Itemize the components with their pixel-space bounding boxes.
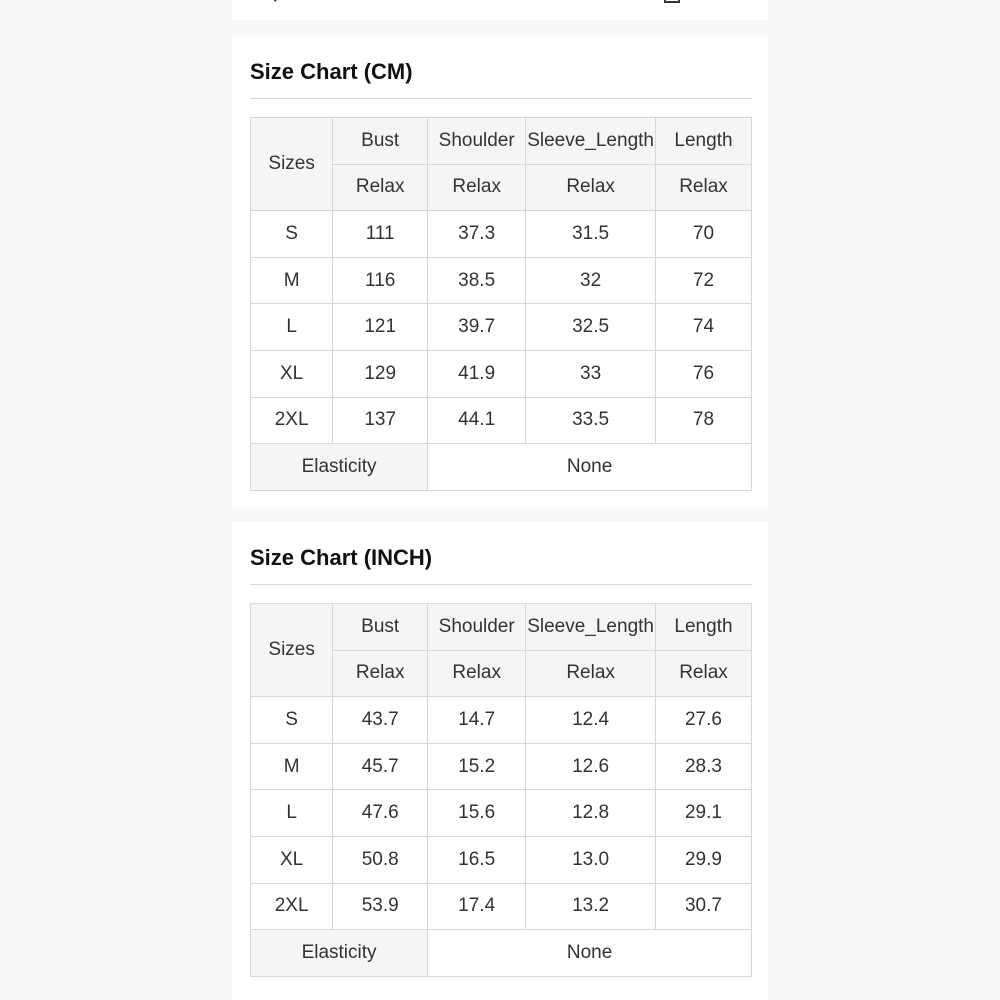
- subheader-cell: Relax: [526, 164, 656, 211]
- size-table-cm-scroll[interactable]: [232, 37, 752, 507]
- value-cell: 31.5: [526, 211, 656, 258]
- sizes-header: Sizes: [251, 604, 333, 697]
- size-cell: XL: [251, 836, 333, 883]
- value-cell: 33: [526, 350, 656, 397]
- value-cell: 15.2: [428, 743, 526, 790]
- subheader-cell: Relax: [333, 164, 428, 211]
- value-cell: 137: [333, 397, 428, 444]
- table-row: [251, 257, 752, 304]
- subheader-cell: Relax: [428, 650, 526, 697]
- table-footer-row: [251, 444, 752, 491]
- value-cell: 14.7: [428, 697, 526, 744]
- value-cell: 129: [333, 350, 428, 397]
- value-cell: 32: [526, 257, 656, 304]
- size-table-inch-scroll[interactable]: [232, 523, 752, 1000]
- column-header-shoulder: Shoulder: [428, 604, 526, 651]
- value-cell: 121: [333, 304, 428, 351]
- size-cell: L: [251, 304, 333, 351]
- value-cell: 32.5: [526, 304, 656, 351]
- value-cell: 29.1: [655, 790, 751, 837]
- sizes-header: Sizes: [251, 118, 333, 211]
- value-cell: 37.3: [428, 211, 526, 258]
- table-row: [251, 397, 752, 444]
- table-row: [251, 743, 752, 790]
- table-row: [251, 211, 752, 258]
- value-cell: 13.2: [526, 883, 656, 930]
- elasticity-value: None: [428, 930, 752, 977]
- value-cell: 74: [655, 304, 751, 351]
- value-cell: 53.9: [333, 883, 428, 930]
- subheader-cell: Relax: [655, 650, 751, 697]
- table-row: [251, 304, 752, 351]
- column-header-length: Length: [655, 118, 751, 165]
- value-cell: 76: [655, 350, 751, 397]
- column-header-length: Length: [655, 604, 751, 651]
- value-cell: 13.0: [526, 836, 656, 883]
- bag-icon[interactable]: [662, 0, 682, 4]
- value-cell: 28.3: [655, 743, 751, 790]
- table-row: [251, 790, 752, 837]
- table-row: [251, 883, 752, 930]
- value-cell: 44.1: [428, 397, 526, 444]
- column-header-bust: Bust: [333, 118, 428, 165]
- size-cell: L: [251, 790, 333, 837]
- value-cell: 45.7: [333, 743, 428, 790]
- elasticity-value: None: [428, 444, 752, 491]
- value-cell: 33.5: [526, 397, 656, 444]
- value-cell: 43.7: [333, 697, 428, 744]
- size-cell: S: [251, 697, 333, 744]
- size-cell: 2XL: [251, 883, 333, 930]
- size-cell: M: [251, 257, 333, 304]
- top-toolbar-strip: [232, 0, 768, 20]
- table-row: [251, 836, 752, 883]
- value-cell: 116: [333, 257, 428, 304]
- search-icon[interactable]: [258, 0, 278, 4]
- size-chart-inch-panel: [232, 523, 768, 1000]
- value-cell: 78: [655, 397, 751, 444]
- value-cell: 72: [655, 257, 751, 304]
- subheader-cell: Relax: [333, 650, 428, 697]
- subheader-cell: Relax: [526, 650, 656, 697]
- value-cell: 50.8: [333, 836, 428, 883]
- table-footer-row: [251, 930, 752, 977]
- value-cell: 12.8: [526, 790, 656, 837]
- elasticity-label: Elasticity: [251, 930, 428, 977]
- size-table-cm: [250, 117, 752, 491]
- value-cell: 47.6: [333, 790, 428, 837]
- column-header-bust: Bust: [333, 604, 428, 651]
- value-cell: 17.4: [428, 883, 526, 930]
- column-header-sleeve-length: Sleeve_Length: [526, 118, 656, 165]
- size-chart-cm-title: Size Chart (CM): [250, 59, 413, 84]
- size-cell: M: [251, 743, 333, 790]
- size-table-inch: [250, 603, 752, 977]
- value-cell: 39.7: [428, 304, 526, 351]
- subheader-cell: Relax: [655, 164, 751, 211]
- size-chart-cm-panel: [232, 37, 768, 507]
- value-cell: 29.9: [655, 836, 751, 883]
- value-cell: 41.9: [428, 350, 526, 397]
- table-row: [251, 350, 752, 397]
- value-cell: 30.7: [655, 883, 751, 930]
- column-header-shoulder: Shoulder: [428, 118, 526, 165]
- size-cell: S: [251, 211, 333, 258]
- value-cell: 70: [655, 211, 751, 258]
- value-cell: 12.6: [526, 743, 656, 790]
- size-cell: 2XL: [251, 397, 333, 444]
- table-header-row: [251, 118, 752, 165]
- table-header-row: [251, 604, 752, 651]
- value-cell: 27.6: [655, 697, 751, 744]
- size-chart-inch-title: Size Chart (INCH): [250, 545, 433, 570]
- column-header-sleeve-length: Sleeve_Length: [526, 604, 656, 651]
- value-cell: 111: [333, 211, 428, 258]
- value-cell: 38.5: [428, 257, 526, 304]
- table-row: [251, 697, 752, 744]
- value-cell: 12.4: [526, 697, 656, 744]
- elasticity-label: Elasticity: [251, 444, 428, 491]
- subheader-cell: Relax: [428, 164, 526, 211]
- value-cell: 16.5: [428, 836, 526, 883]
- value-cell: 15.6: [428, 790, 526, 837]
- size-cell: XL: [251, 350, 333, 397]
